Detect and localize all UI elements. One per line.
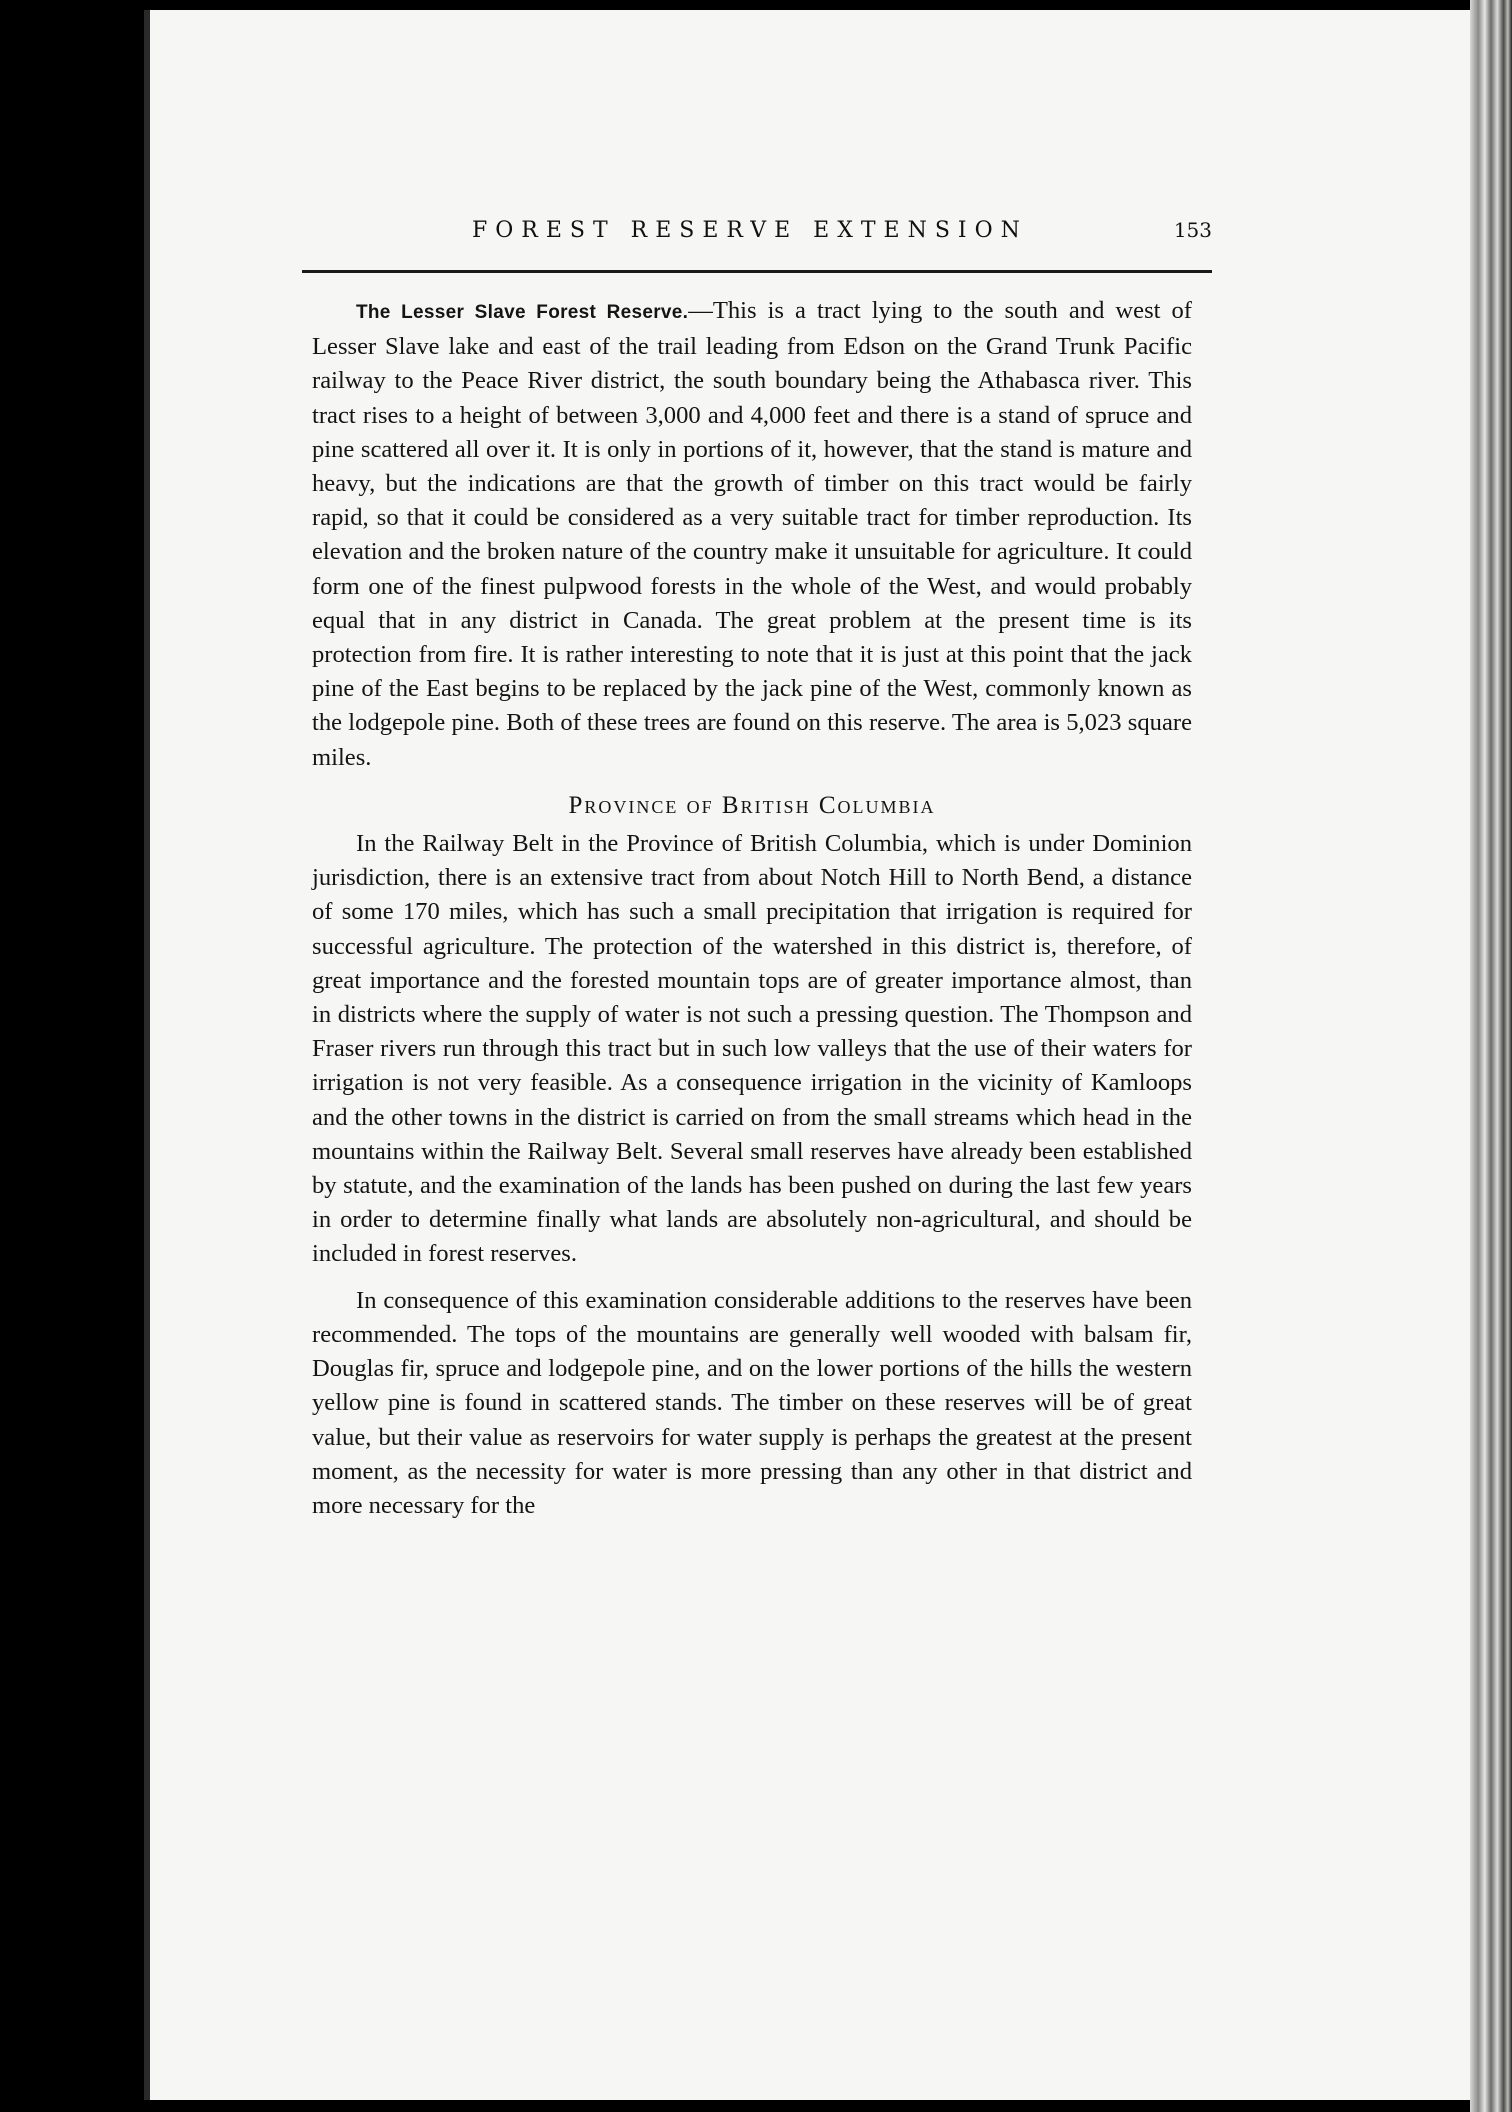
page-body [312, 294, 1192, 1523]
paragraph-text: This is a tract lying to the south and west of Lesser Slave lake and east of the trail leading from Edson on the Grand Trunk Pacific railway to the Peace River district, the south boundary being the Athabasca river. This tract rises to a height of between 3,000 and 4,000 feet and there is a stand of spruce and pine scattered all over it. It is only in portions of it, however, that the stand is mature and heavy, but the indications are that the growth of timber on this tract would be fairly rapid, so that it could be considered as a very suitable tract for timber reproduction. Its elevation and the broken nature of the country make it unsuitable for agriculture. It could form one of the finest pulpwood forests in the whole of the West, and would probably equal that in any district in Canada. The great problem at the present time is its protection from fire. It is rather interesting to note that it is just at this point that the jack pine of the East begins to be replaced by the jack pine of the West, commonly known as the lodgepole pine. Both of these trees are found on this reserve. The area is 5,023 square miles. [312, 297, 1192, 771]
paragraph-consequence: In consequence of this examination considerable additions to the reserves have been recommended. The tops of the mountains are generally well wooded with balsam fir, Douglas fir, spruce and lodgepole pine, and on the lower portions of the hills the western yellow pine is found in scattered stands. The timber on these reserves will be of great value, but their value as reservoirs for water supply is perhaps the greatest at the present moment, as the necessity for water is more pressing than any other in that district and more necessary for the [312, 1286, 1192, 1519]
header-rule [302, 270, 1212, 273]
em-dash: — [688, 297, 713, 324]
paragraph-lesser-slave [312, 294, 1192, 775]
running-title: FOREST RESERVE EXTENSION [472, 218, 1028, 243]
paragraph-railway-belt: In the Railway Belt in the Province of British Columbia, which is under Dominion jurisdiction, there is an extensive tract from about Notch Hill to North Bend, a distance of some 170 miles, which has such a small precipitation that irrigation is required for successful agriculture. The protection of the watershed in this district is, therefore, of great importance and the forested mountain tops are of greater importance almost, than in districts where the supply of water is not such a pressing question. The Thompson and Fraser rivers run through this tract but in such low valleys that the use of their waters for irrigation is not very feasible. As a consequence irrigation in the vicinity of Kamloops and the other towns in the district is carried on from the small streams which head in the mountains within the Railway Belt. Several small reserves have already been established by statute, and the examination of the lands has been pushed on during the last few years in order to determine finally what lands are absolutely non-agricultural, and should be included in forest reserves. [312, 830, 1192, 1268]
book-page-edge [1470, 0, 1512, 2112]
run-in-heading: The Lesser Slave Forest Reserve. [356, 302, 689, 323]
page-number: 153 [1173, 218, 1212, 242]
scan-left-margin [0, 0, 130, 2112]
running-head [302, 218, 1212, 258]
section-heading: Province of British Columbia [568, 791, 936, 819]
